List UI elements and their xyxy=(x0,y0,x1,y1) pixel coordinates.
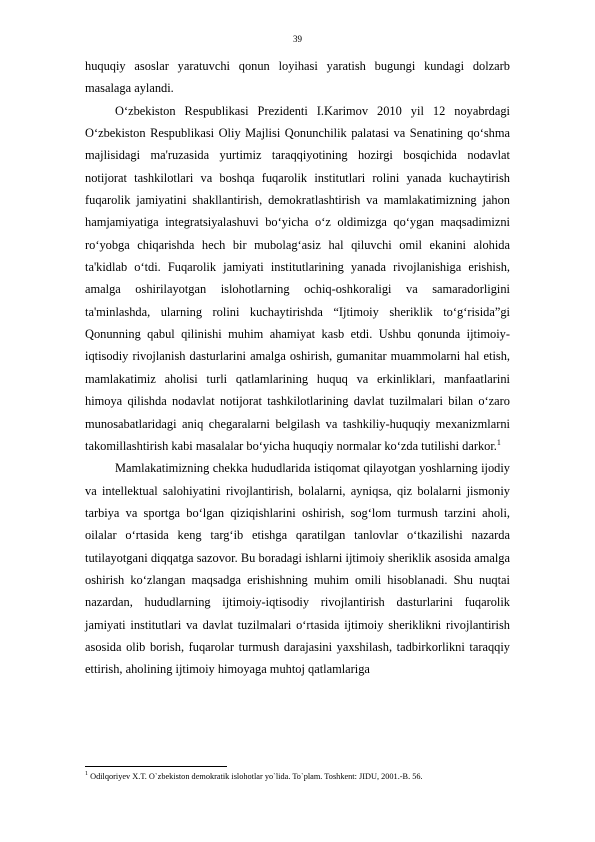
paragraph-president-speech xyxy=(85,100,510,458)
page-number: 39 xyxy=(293,34,302,44)
paragraph-regional-youth: Mamlakatimizning chekka hududlarida istiqomat qilayotgan yoshlarning ijodiy va intellektual salohiyatini rivojlantirish, bolalarni, ayniqsa, qiz bolalarni jismoniy tarbiya va sportga bo‘lgan qiziqishlarini oshirish, sog‘lom turmush tarzini aholi, oilalar o‘rtasida keng targ‘ib etishga qaratilgan tanlovlar o‘tkazilishi nazarda tutilayotgani diqqatga sazovor. Bu boradagi ishlarni ijtimoiy sheriklik asosida amalga oshirish ko‘zlangan maqsadga erishishning muhim omili hisoblanadi. Shu nuqtai nazardan, hududlarning ijtimoiy-iqtisodiy rivojlantirish dasturlarini fuqarolik jamiyati institutlari va davlat tuzilmalari o‘rtasida ijtimoiy sheriklikni rivojlantirish asosida olib borish, fuqarolar turmush darajasini yaxshilash, tadbirkorlikni taraqqiy ettirish, aholining ijtimoiy himoyaga muhtoj qatlamlariga xyxy=(85,461,510,677)
paragraph-text: O‘zbekiston Respublikasi Prezidenti I.Karimov 2010 yil 12 noyabrdagi O‘zbekiston Respublikasi Oliy Majlisi Qonunchilik palatasi va Senatining qo‘shma majlisidagi ma'ruzasida yurtimiz taraqqiyotining hozirgi bosqichida nodavlat notijorat tashkilotlari va boshqa fuqarolik institutlari rolini yanada kuchaytirish fuqarolik jamiyatini shakllantirish, demokratlashtirish va mamlakatimizning jahon hamjamiyatiga integratsiyalashuvi bo‘yicha o‘z oldimizga qo‘ygan maqsadimizni ro‘yobga chiqarishda hech bir mubolag‘asiz hal qiluvchi omil ekanini alohida ta'kidlab o‘tdi. Fuqarolik jamiyati institutlarining yanada rivojlanishiga erishish, amalga oshirilayotgan islohotlarning ochiq-oshkoraligi va samaradorligini ta'minlashda, ularning rolini kuchaytirishda “Ijtimoiy sheriklik to‘g‘risida”gi Qonunning qabul qilinishi muhim ahamiyat kasb etdi. Ushbu qonunda ijtimoiy-iqtisodiy rivojlanish dasturlarini amalga oshirish, gumanitar muammolarni hal etish, mamlakatimiz aholisi turli qatlamlarining huquq va erkinliklari, manfaatlarini himoya qilishda nodavlat notijorat tashkilotlarining davlat tuzilmalari bilan o‘zaro munosabatlaridagi aniq chegaralarni belgilash va tashkiliy-huquqiy mexanizmlarni takomillashtirish kabi masalalar bo‘yicha huquqiy normalar ko‘zda tutilishi darkor. xyxy=(85,103,510,453)
footnote-text: Odilqoriyev X.T. O`zbekiston demokratik islohotlar yo`lida. To`plam. Toshkent: JIDU, 2001.-B. 56. xyxy=(90,772,423,781)
main-text xyxy=(85,55,510,681)
footnote-reference[interactable]: 1 xyxy=(496,437,501,447)
footnote-divider xyxy=(85,766,227,767)
paragraph-continuation: huquqiy asoslar yaratuvchi qonun loyihasi yaratish bugungi kundagi dolzarb masalaga aylandi. xyxy=(85,59,510,96)
footnote-mark: 1 xyxy=(85,771,88,778)
footnote xyxy=(85,771,510,782)
